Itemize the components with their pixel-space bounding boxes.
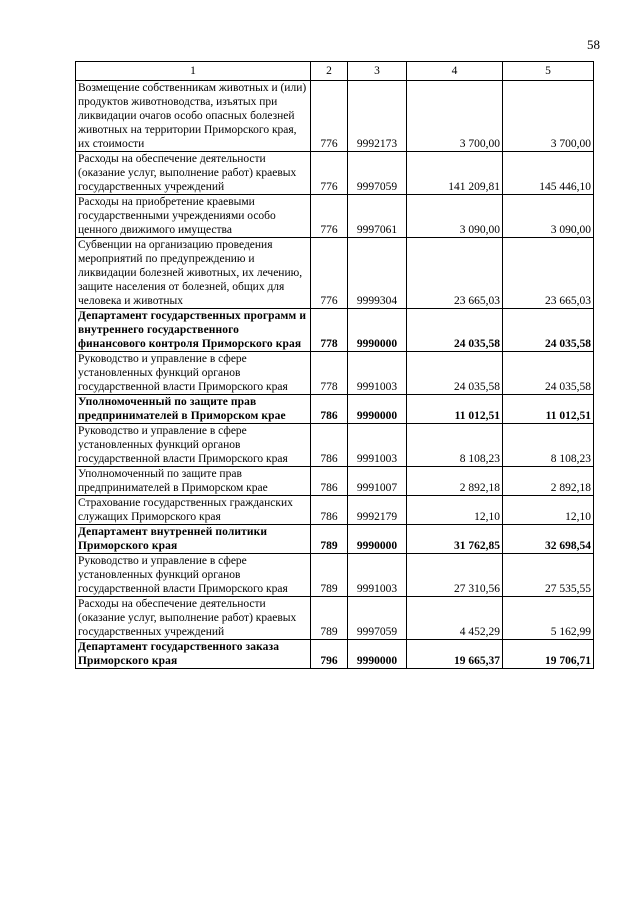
row-sum-cell: 3 090,00 xyxy=(407,195,503,238)
table-row xyxy=(76,640,594,669)
row-name-cell: Руководство и управление в сфере установленных функций органов государственной власти Приморского края xyxy=(76,424,311,467)
row-name-cell: Расходы на обеспечение деятельности (оказание услуг, выполнение работ) краевых государственных учреждений xyxy=(76,597,311,640)
row-code-cell: 789 xyxy=(311,525,348,554)
row-article-cell: 9990000 xyxy=(348,395,407,424)
row-name-cell: Уполномоченный по защите прав предпринимателей в Приморском крае xyxy=(76,467,311,496)
row-sum-cell: 141 209,81 xyxy=(407,152,503,195)
row-article-cell: 9990000 xyxy=(348,525,407,554)
row-article-cell: 9991003 xyxy=(348,424,407,467)
row-sum-cell: 24 035,58 xyxy=(503,352,594,395)
row-code-cell: 786 xyxy=(311,424,348,467)
row-sum-cell: 31 762,85 xyxy=(407,525,503,554)
row-article-cell: 9997061 xyxy=(348,195,407,238)
row-sum-cell: 23 665,03 xyxy=(407,238,503,309)
page-number: 58 xyxy=(587,37,600,52)
row-sum-cell: 24 035,58 xyxy=(407,309,503,352)
row-name-cell: Расходы на приобретение краевыми государственными учреждениями особо ценного движимого имущества xyxy=(76,195,311,238)
row-name-cell: Департамент государственных программ и внутреннего государственного финансового контроля Приморского края xyxy=(76,309,311,352)
table-row xyxy=(76,352,594,395)
table-row xyxy=(76,424,594,467)
row-sum-cell: 8 108,23 xyxy=(407,424,503,467)
row-article-cell: 9990000 xyxy=(348,640,407,669)
row-code-cell: 786 xyxy=(311,496,348,525)
table-row xyxy=(76,597,594,640)
table-row xyxy=(76,467,594,496)
row-sum-cell: 8 108,23 xyxy=(503,424,594,467)
row-code-cell: 778 xyxy=(311,309,348,352)
row-sum-cell: 5 162,99 xyxy=(503,597,594,640)
row-article-cell: 9991007 xyxy=(348,467,407,496)
row-article-cell: 9992173 xyxy=(348,81,407,152)
table-row xyxy=(76,195,594,238)
row-sum-cell: 11 012,51 xyxy=(407,395,503,424)
row-code-cell: 786 xyxy=(311,395,348,424)
row-name-cell: Руководство и управление в сфере установленных функций органов государственной власти Приморского края xyxy=(76,352,311,395)
row-sum-cell: 2 892,18 xyxy=(407,467,503,496)
row-name-cell: Департамент внутренней политики Приморского края xyxy=(76,525,311,554)
row-sum-cell: 2 892,18 xyxy=(503,467,594,496)
row-sum-cell: 12,10 xyxy=(503,496,594,525)
table-row xyxy=(76,81,594,152)
row-sum-cell: 3 700,00 xyxy=(407,81,503,152)
row-name-cell: Субвенции на организацию проведения мероприятий по предупреждению и ликвидации болезней животных, их лечению, защите населения от болезней, общих для человека и животных xyxy=(76,238,311,309)
row-sum-cell: 24 035,58 xyxy=(407,352,503,395)
row-code-cell: 796 xyxy=(311,640,348,669)
row-name-cell: Расходы на обеспечение деятельности (оказание услуг, выполнение работ) краевых государственных учреждений xyxy=(76,152,311,195)
row-sum-cell: 145 446,10 xyxy=(503,152,594,195)
header-row xyxy=(76,62,594,81)
header-cell: 4 xyxy=(407,62,503,81)
row-article-cell: 9991003 xyxy=(348,352,407,395)
budget-table xyxy=(75,61,594,669)
table-row xyxy=(76,496,594,525)
row-article-cell: 9990000 xyxy=(348,309,407,352)
row-code-cell: 789 xyxy=(311,597,348,640)
row-sum-cell: 27 310,56 xyxy=(407,554,503,597)
table-row xyxy=(76,152,594,195)
table-row xyxy=(76,395,594,424)
row-article-cell: 9992179 xyxy=(348,496,407,525)
table-row xyxy=(76,554,594,597)
row-name-cell: Уполномоченный по защите прав предпринимателей в Приморском крае xyxy=(76,395,311,424)
row-code-cell: 786 xyxy=(311,467,348,496)
row-article-cell: 9997059 xyxy=(348,152,407,195)
row-code-cell: 776 xyxy=(311,238,348,309)
row-sum-cell: 24 035,58 xyxy=(503,309,594,352)
row-code-cell: 776 xyxy=(311,81,348,152)
row-sum-cell: 19 706,71 xyxy=(503,640,594,669)
row-name-cell: Возмещение собственникам животных и (или) продуктов животноводства, изъятых при ликвидации очагов особо опасных болезней животных на территории Приморского края, их стоимости xyxy=(76,81,311,152)
header-cell: 2 xyxy=(311,62,348,81)
header-cell: 3 xyxy=(348,62,407,81)
row-sum-cell: 11 012,51 xyxy=(503,395,594,424)
row-name-cell: Руководство и управление в сфере установленных функций органов государственной власти Приморского края xyxy=(76,554,311,597)
table-row xyxy=(76,238,594,309)
row-article-cell: 9999304 xyxy=(348,238,407,309)
row-sum-cell: 12,10 xyxy=(407,496,503,525)
row-sum-cell: 3 700,00 xyxy=(503,81,594,152)
table-row xyxy=(76,525,594,554)
row-sum-cell: 23 665,03 xyxy=(503,238,594,309)
row-article-cell: 9991003 xyxy=(348,554,407,597)
row-sum-cell: 3 090,00 xyxy=(503,195,594,238)
header-cell: 5 xyxy=(503,62,594,81)
row-name-cell: Департамент государственного заказа Приморского края xyxy=(76,640,311,669)
row-code-cell: 789 xyxy=(311,554,348,597)
row-article-cell: 9997059 xyxy=(348,597,407,640)
row-name-cell: Страхование государственных гражданских служащих Приморского края xyxy=(76,496,311,525)
row-code-cell: 778 xyxy=(311,352,348,395)
row-code-cell: 776 xyxy=(311,195,348,238)
row-code-cell: 776 xyxy=(311,152,348,195)
row-sum-cell: 27 535,55 xyxy=(503,554,594,597)
row-sum-cell: 4 452,29 xyxy=(407,597,503,640)
header-cell: 1 xyxy=(76,62,311,81)
row-sum-cell: 32 698,54 xyxy=(503,525,594,554)
table-row xyxy=(76,309,594,352)
row-sum-cell: 19 665,37 xyxy=(407,640,503,669)
